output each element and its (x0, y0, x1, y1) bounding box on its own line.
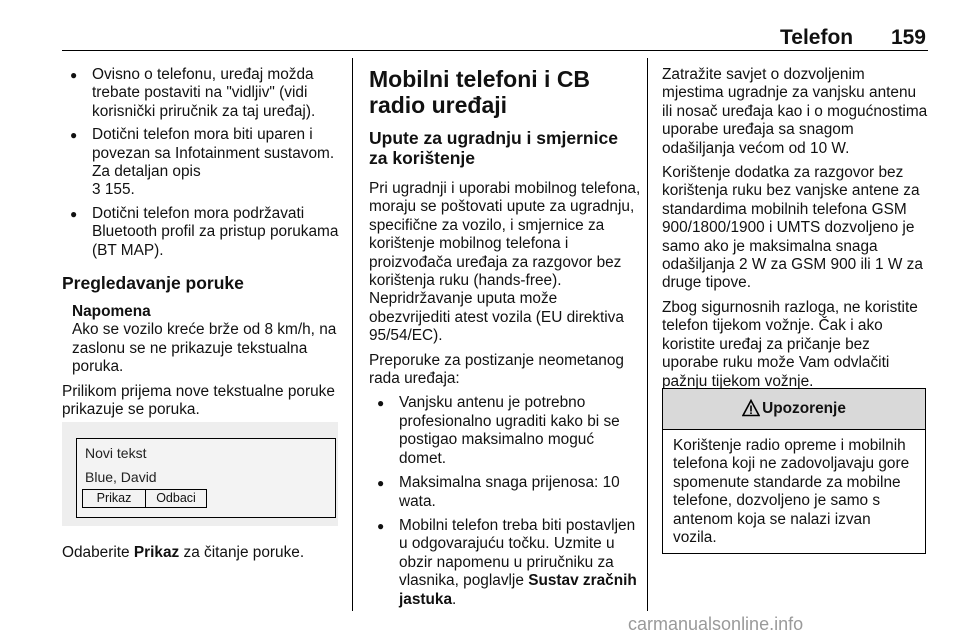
bullet-text: Dotični telefon mora biti uparen i povezan sa Infotainment sustavom. Za detaljan opis (92, 126, 335, 181)
paragraph: Korištenje dodatka za razgovor bez korištenja ruku bez vanjske antene za standardima mobilnih telefona GSM 900/1800/1900 i UMTS dozvoljeno je samo ako je maksimalna snaga odašiljanja 2 W za GSM 900 ili 1 W za druge tipove. (662, 164, 923, 292)
watermark: carmanualsonline.info (628, 614, 804, 634)
bullet-item: ● Maksimalna snaga prijenosa: 10 wata. (369, 474, 641, 511)
header-rule (62, 50, 928, 51)
section-title: Pregledavanje poruke (62, 273, 244, 294)
section-subtitle: Upute za ugradnju i smjernice za korištenje (369, 128, 618, 168)
note-text: Ako se vozilo kreće brže od 8 km/h, na zaslonu se ne prikazuje tekstualna poruka. (72, 321, 337, 376)
screen-sender-name: Blue, David (85, 469, 157, 485)
reject-button[interactable]: Odbaci (145, 489, 207, 508)
bullet-text: Mobilni telefon treba biti postavljen u odgovarajuću točku. Uzmite u obzir napomenu u priručniku za vlasnika, poglavlje (399, 516, 636, 590)
display-frame (76, 438, 336, 518)
instruction-bold: Prikaz (133, 544, 180, 561)
instruction-text: Odaberite (62, 544, 134, 561)
column-3 (662, 66, 928, 391)
page-number: 159 (890, 26, 926, 49)
paragraph: Preporuke za postizanje neometanog rada uređaja: (369, 351, 624, 388)
bullet-item: ● Vanjsku antenu je potrebno profesionalno ugraditi kako bi se postigao maksimalno moguć domet. (369, 394, 641, 468)
warning-triangle-icon (742, 393, 760, 433)
column-1 (62, 66, 344, 420)
paragraph: Zatražite savjet o dozvoljenim mjestima ugradnje za vanjsku antenu ili nosač uređaja kao i o mogućnostima uporabe uređaja sa snagom odašiljanja većom od 10 W. (662, 66, 928, 157)
bullet-item: ● Ovisno o telefonu, uređaj možda trebate postaviti na "vidljiv" (vidi korisnički priručnik za taj uređaj). (62, 66, 344, 121)
section-title: Mobilni telefoni i CB radio uređaji (369, 66, 591, 118)
column-divider-2 (647, 58, 648, 611)
view-button[interactable]: Prikaz (82, 489, 146, 508)
chapter-reference: Sustav zračnih jastuka (399, 572, 637, 608)
warning-box (662, 388, 926, 554)
screen-title: Novi tekst (85, 445, 147, 461)
note-box (62, 303, 344, 377)
bullet-item: ● Dotični telefon mora podržavati Bluetooth profil za pristup porukama (BT MAP). (62, 205, 344, 260)
paragraph: Pri ugradnji i uporabi mobilnog telefona, moraju se poštovati upute za ugradnju, specifične za vozilo, i smjernice za korištenje mobilnog telefona i proizvođača uređaja za razgovor bez korištenja ruku (hands-free). Nepridržavanje uputa može obezvrijediti atest vozila (EU direktiva 95/54/EC). (369, 180, 641, 345)
warning-title: Upozorenje (762, 400, 846, 417)
column-2 (369, 66, 641, 609)
bullet-end: . (452, 590, 457, 608)
note-heading: Napomena (72, 303, 151, 321)
column-divider-1 (352, 58, 353, 611)
select-instruction (62, 544, 344, 562)
paragraph: Zbog sigurnosnih razloga, ne koristite telefon tijekom vožnje. Čak i ako koristite uređaj za pričanje bez uporabe ruku može Vam odvlačiti pažnju tijekom vožnje. (662, 298, 918, 390)
warning-header (663, 389, 925, 430)
paragraph: Prilikom prijema nove tekstualne poruke prikazuje se poruka. (62, 382, 335, 419)
instruction-text: za čitanje poruke. (179, 544, 305, 561)
bullet-item (62, 126, 344, 200)
warning-text: Korištenje radio opreme i mobilnih telefona koji ne zadovoljavaju gore spomenute standarde za mobilne telefone, dozvoljeno je samo s antenom koja se nalazi izvan vozila. (673, 437, 910, 547)
bullet-item (369, 517, 641, 609)
header-title: Telefon (780, 26, 854, 49)
display-screen-illustration (62, 422, 338, 526)
page-ref-link[interactable]: 3 155. (92, 181, 135, 199)
